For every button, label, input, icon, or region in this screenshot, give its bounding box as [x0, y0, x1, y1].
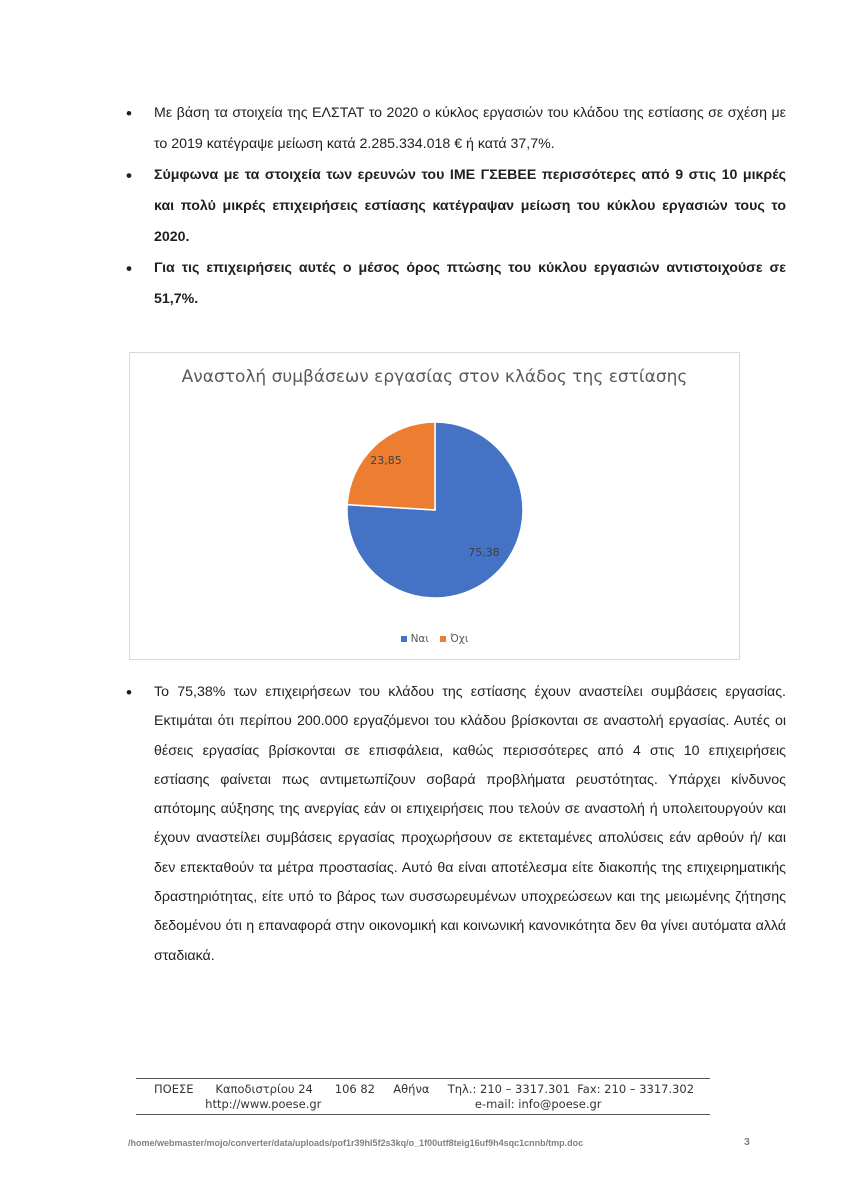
bullet-turnover-elstat: • Με βάση τα στοιχεία της ΕΛΣΤΑΤ το 2020 ο κύκλος εργασιών του κλάδου της εστίασης σε σχέση με το 2019 κατέγραψε μείωση κατά 2.285.334.018 € ή κατά 37,7%. [126, 98, 786, 160]
page-number: 3 [744, 1136, 750, 1148]
footer-bottom-rule [136, 1114, 710, 1115]
bullet-gsevee-survey: • Σύμφωνα με τα στοιχεία των ερευνών του ΙΜΕ ΓΣΕΒΕΕ περισσότερες από 9 στις 10 μικρές και πολύ μικρές επιχειρήσεις εστίασης κατέγραψαν μείωση του κύκλου εργασιών τους το 2020. [126, 160, 786, 253]
legend-swatch-yes [401, 636, 407, 642]
data-label-no: 23,85 [370, 454, 402, 467]
legend-item-yes [401, 633, 429, 645]
legend-item-no [440, 633, 468, 645]
legend-label-no: Όχι [450, 633, 469, 645]
pie-chart-svg [130, 353, 741, 661]
body-bullet-list [126, 678, 786, 971]
pie-chart [129, 352, 740, 660]
intro-bullet-list [126, 98, 786, 315]
footer-address: ΠΟΕΣΕ Καποδιστρίου 24 106 82 Αθήνα Τηλ.: 210 – 3317.301 Fax: 210 – 3317.302 [154, 1082, 695, 1096]
footer-top-rule [136, 1078, 710, 1079]
legend-label-yes: Ναι [410, 633, 429, 645]
footer-file-path: /home/webmaster/mojo/converter/data/uploads/pof1r39hl5f2s3kq/o_1f00utf8teig16uf9h4sqc1cnnb/tmp.doc [128, 1138, 584, 1148]
bullet-average-decline: • Για τις επιχειρήσεις αυτές ο μέσος όρος πτώσης του κύκλου εργασιών αντιστοιχούσε σε 51,7%. [126, 253, 786, 315]
chart-legend [130, 633, 739, 645]
legend-swatch-no [440, 636, 446, 642]
bullet-suspension-paragraph: • Το 75,38% των επιχειρήσεων του κλάδου της εστίασης έχουν αναστείλει συμβάσεις εργασίας. Εκτιμάται ότι περίπου 200.000 εργαζόμενοι του κλάδου βρίσκονται σε αναστολή εργασίας. Αυτές οι θέσεις εργασίας βρίσκονται σε επισφάλεια, καθώς περισσότερες από 4 στις 10 επιχειρήσεις εστίασης φαίνεται πως αντιμετωπίζουν σοβαρά προβλήματα ρευστότητας. Υπάρχει κίνδυνος απότομης αύξησης της ανεργίας εάν οι επιχειρήσεις που τελούν σε αναστολή ή υπολειτουργούν και έχουν αναστείλει συμβάσεις εργασίας προχωρήσουν σε εκτεταμένες απολύσεις εάν αρθούν ή/ και δεν επεκταθούν τα μέτρα προστασίας. Αυτό θα είναι αποτέλεσμα είτε διακοπής της επιχειρηματικής δραστηριότητας, είτε υπό το βάρος των συσσωρευμένων υποχρεώσεων και της μειωμένης ζήτησης δεδομένου ότι η επαναφορά στην οικονομική και κοινωνική κανονικότητα δεν θα γίνει αυτόματα αλλά σταδιακά. [126, 678, 786, 971]
chart-title: Αναστολή συμβάσεων εργασίας στον κλάδος της εστίασης [181, 367, 688, 387]
data-label-yes: 75,38 [468, 546, 500, 559]
footer-contact: http://www.poese.gr e-mail: info@poese.gr [154, 1097, 602, 1111]
